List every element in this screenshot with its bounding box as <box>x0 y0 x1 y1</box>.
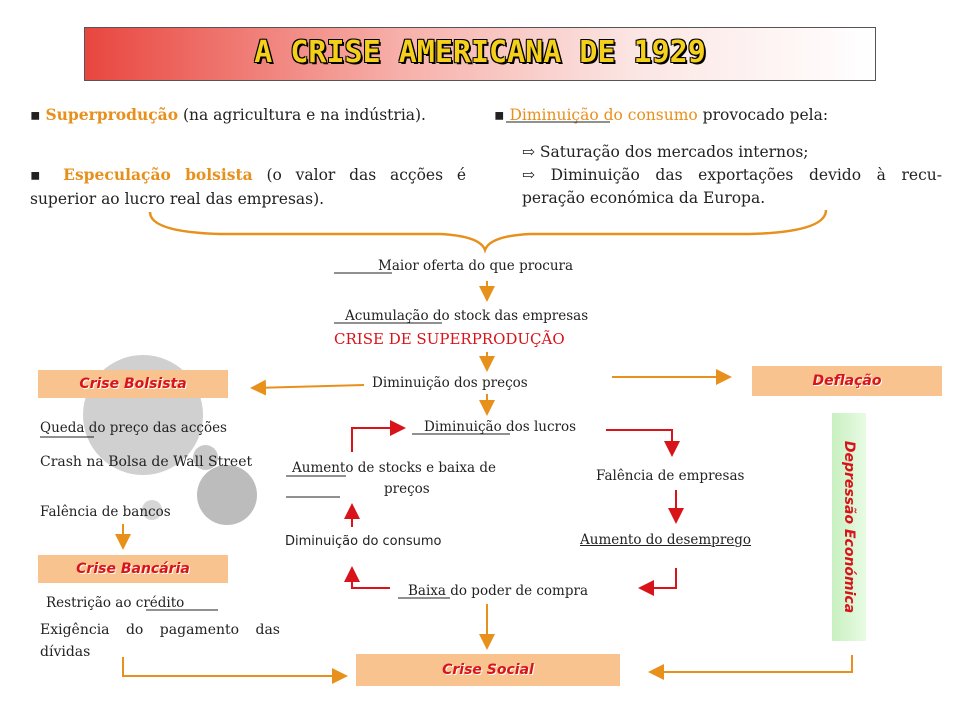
flow-stocks-1: Aumento de stocks e baixa de <box>292 460 497 476</box>
bolsista-falencia-bancos: Falência de bancos <box>40 504 171 520</box>
bolsista-crash: Crash na Bolsa de Wall Street <box>40 454 253 470</box>
cause-superproducao: ▪ Superprodução (na agricultura e na indústria). <box>30 105 426 124</box>
cause-term: Superprodução <box>45 105 179 124</box>
flow-oferta: Maior oferta do que procura <box>378 258 574 274</box>
cause-saturacao: ⇨ Saturação dos mercados internos; <box>522 143 809 161</box>
cause-especulacao: ▪ Especulação bolsista (o valor das acções é superior ao lucro real das empresas). <box>30 165 467 208</box>
flow-stocks-2: preços <box>384 481 430 497</box>
depressao-label: Depressão Económica <box>841 440 857 614</box>
cause-brace <box>150 210 826 250</box>
cause-term: Diminuição do consumo <box>509 106 698 124</box>
flow-crise-superproducao: CRISE DE SUPERPRODUÇÃO <box>334 330 565 348</box>
flow-consumo: Diminuição do consumo <box>285 534 442 549</box>
page-title: A CRISE AMERICANA DE 1929 <box>254 35 706 70</box>
flow-poder-compra: Baixa do poder de compra <box>408 583 589 599</box>
bolsista-queda: Queda do preço das acções <box>40 420 227 436</box>
crise-bolsista-box: Crise Bolsista <box>38 370 228 398</box>
cycle-arrows <box>352 428 676 588</box>
bancaria-restricao: Restrição ao crédito <box>46 595 185 611</box>
bancaria-exigencia: Exigência do pagamento das dívidas <box>40 622 280 660</box>
underline-blanks <box>40 122 610 610</box>
cause-exportacoes: ⇨ Diminuição das exportações devido à recu- peração económica da Europa. <box>522 166 942 207</box>
flow-precos: Diminuição dos preços <box>372 375 528 391</box>
flow-lucros: Diminuição dos lucros <box>424 419 577 435</box>
flow-falencia-empresas: Falência de empresas <box>596 468 745 484</box>
cause-diminuicao-consumo: ▪ Diminuição do consumo provocado pela: <box>494 106 829 124</box>
flow-arrows <box>123 281 852 676</box>
crise-bancaria-box: Crise Bancária <box>38 555 228 583</box>
deflacao-box: Deflação <box>752 366 942 396</box>
flow-desemprego: Aumento do desemprego <box>580 532 752 548</box>
cause-term: Especulação bolsista <box>63 165 253 184</box>
crise-social-box: Crise Social <box>356 654 620 686</box>
flow-acumulacao: Acumulação do stock das empresas <box>345 308 589 324</box>
